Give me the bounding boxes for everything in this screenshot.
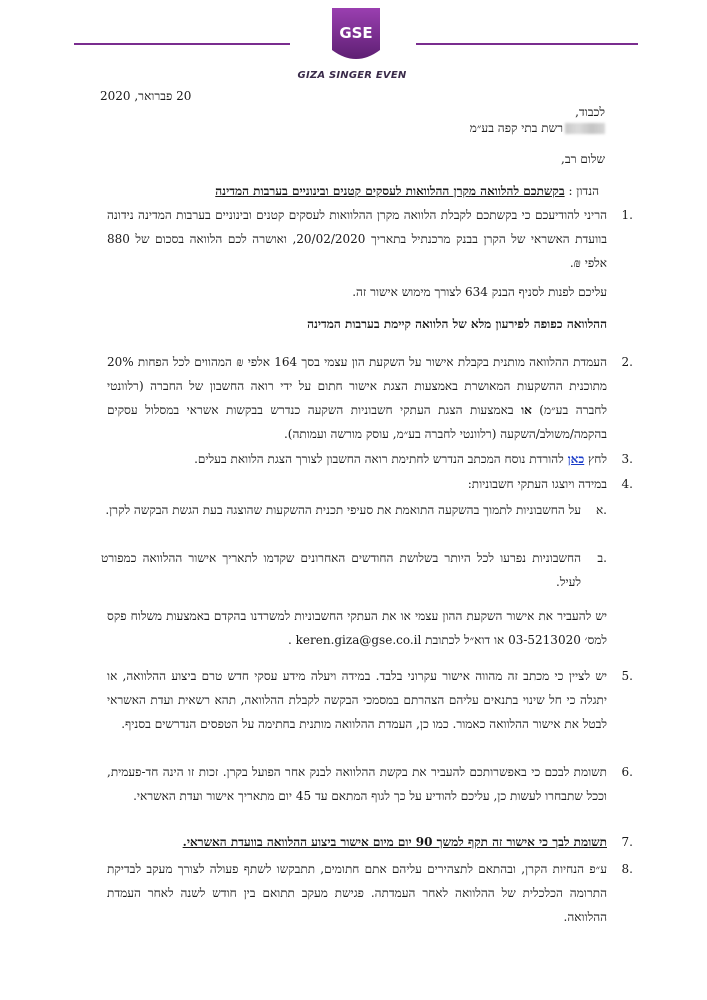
logo-letters: GSE	[339, 24, 373, 42]
recipient	[470, 120, 605, 136]
paragraph-2-or: או	[521, 403, 532, 417]
paragraph-submission: יש להעביר את אישור השקעת ההון עצמי או את העתקי החשבוניות למשרדנו בהקדם באמצעות משלוח פקס למס׳ 03-5213020 או דוא״ל לכתובת keren.giza@gse.co.il .	[107, 609, 607, 647]
header-rule-left	[74, 43, 290, 45]
addressee-label: לכבוד,	[575, 105, 605, 119]
paragraph-8: ע״פ הנחיות הקרן, ובהתאם לתצהירים עליהם אתם חתומים, תתבקשו לשתף פעולה לצורך מעקב לבדיקת התרומה הכלכלית של ההלוואה לאחר העמדתה. פגישת מעקב תתואם בין חודש לשנה לאחר העמדת ההלוואה.	[107, 862, 607, 924]
redacted-name	[565, 123, 605, 134]
item-number: 3.	[621, 452, 633, 466]
paragraph-condition: ההלוואה כפופה לפירעון מלא של הלוואה קיימת בערבות המדינה	[307, 317, 607, 331]
paragraph-2-part-b: באמצעות הצגת העתקי חשבוניות השקעה כנדרש בבקשות אשראי במסלול עסקים בהקמה/משולב/השקעה (רלוונטי לחברה בע״מ, עוסק מורשה ועמותה).	[107, 403, 607, 441]
company-logo	[270, 8, 434, 88]
sub-item-b: החשבוניות נפרעו לכל היותר בשלושת החודשים האחרונים שקדמו לתאריך אישור ההלוואה כמפורט לעיל.	[101, 551, 581, 589]
sub-item-letter: ב.	[597, 551, 607, 565]
header-rule-right	[416, 43, 638, 45]
paragraph-4: במידה ויוצגו העתקי חשבוניות:	[467, 477, 607, 491]
sub-item-letter: א.	[595, 503, 607, 517]
paragraph-3-part-a: לחץ	[584, 452, 607, 466]
download-link[interactable]: כאן	[567, 452, 585, 466]
gse-logo-icon	[332, 8, 380, 64]
subject-label: הנדון :	[568, 184, 599, 198]
company-tagline: GIZA SINGER EVEN	[297, 70, 407, 81]
item-number: 7.	[621, 835, 633, 849]
item-number: 4.	[621, 477, 633, 491]
paragraph-2-part-a: העמדת ההלוואה מותנית בקבלת אישור על השקעת הון עצמי בסך 164 אלפי ₪ המהווים לכל הפחות 20% מתוכנית ההשקעות המאושרת באמצעות הצגת אישור חתום על ידי רואה החשבון של החברה (רלוונטי לחברה בע״מ)	[107, 355, 607, 417]
item-number: 5.	[621, 669, 633, 683]
paragraph-7: תשומת לבך כי אישור זה תקף למשך 90 יום מיום אישור ביצוע ההלוואה בוועדת האשראי.	[182, 835, 607, 849]
letter-date: 20 פברואר, 2020	[100, 89, 192, 103]
item-number: 6.	[621, 765, 633, 779]
item-number: 8.	[621, 862, 633, 876]
subject-text: בקשתכם להלוואה מקרן ההלוואות לעסקים קטנים ובינוניים בערבות המדינה	[215, 184, 565, 198]
greeting: שלום רב,	[561, 152, 605, 166]
paragraph-2	[107, 350, 607, 446]
paragraph-branch: עליכם לפנות לסניף הבנק 634 לצורך מימוש אישור זה.	[352, 285, 607, 299]
item-number: 2.	[621, 355, 633, 369]
recipient-name: רשת בתי קפה בע״מ	[469, 121, 563, 135]
sub-item-a: על החשבוניות לתמוך בהשקעה התואמת את סעיפי תכנית ההשקעות שהוצגה בעת הגשת הבקשה לקרן.	[105, 503, 581, 517]
paragraph-3-part-b: להורדת נוסח המכתב הנדרש לחתימת רואה החשבון לצורך הצגת הלוואת בעלים.	[194, 452, 568, 466]
paragraph-1: הריני להודיעכם כי בקשתכם לקבלת הלוואה מקרן ההלוואות לעסקים קטנים ובינוניים בערבות המדינה נידונה בוועדת האשראי של הקרן בבנק מרכנתיל בתאריך 20/02/2020, ואושרה לכם הלוואה בסכום של 880 אלפי ₪.	[107, 208, 608, 270]
item-number: 1.	[621, 208, 633, 222]
paragraph-3	[107, 447, 607, 471]
subject-line	[215, 183, 599, 199]
paragraph-6: תשומת לבכם כי באפשרותכם להעביר את בקשת ההלוואה לבנק אחר הפועל בקרן. זכות זו הינה חד-פעמית, וככל שתבחרו לעשות כן, עליכם להודיע על כך לגוף המתאם עד 45 יום מתאריך אישור ועדת האשראי.	[107, 765, 607, 803]
paragraph-5: יש לציין כי מכתב זה מהווה אישור עקרוני בלבד. במידה ויעלה מידע עסקי חדש טרם ביצוע ההלוואה, או יתגלה כי חל שינוי בתנאים עליהם הצהרתם במסמכי הבקשה לקבלת ההלוואה, תהא רשאית ועדת האשראי לבטל את אישור ההלוואה כאמור. כמו כן, העמדת ההלוואה מותנית בחתימה על הטפסים הנדרשים בסניף.	[107, 669, 607, 731]
